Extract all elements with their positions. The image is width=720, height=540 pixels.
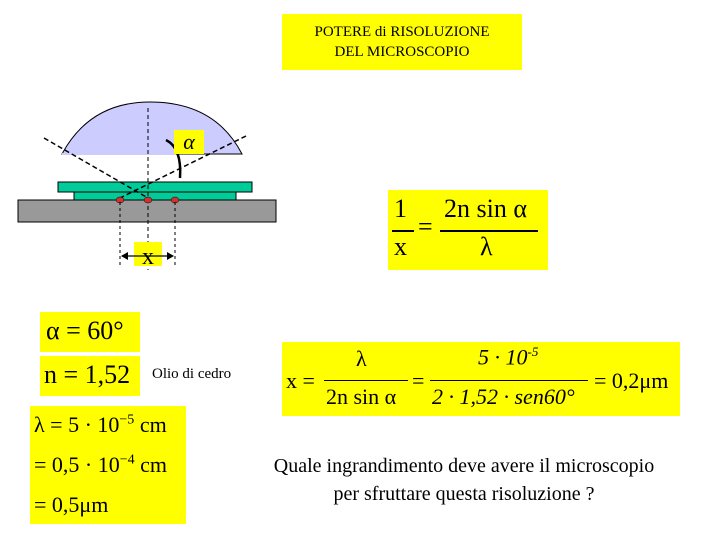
title-box: [282, 14, 522, 70]
result-f2-numerator-text: 5 · 10: [478, 344, 528, 370]
alpha-box: [40, 312, 140, 352]
result-equals-2: =: [412, 368, 425, 393]
result-f1-numerator: λ: [356, 346, 367, 371]
equals-sign: =: [418, 212, 433, 241]
wavelength-line-1-text: λ = 5 · 10: [34, 412, 120, 437]
lhs-numerator: 1: [394, 194, 407, 223]
distance-arrow-head-right: [167, 252, 174, 260]
microscope-diagram: [0, 90, 290, 280]
stage: [18, 200, 276, 222]
lhs-denominator: x: [394, 232, 407, 261]
light-cone: [62, 102, 242, 154]
wavelength-line-1-unit: cm: [139, 412, 167, 437]
resolution-formula-box: [388, 190, 548, 270]
object-point-center: [144, 197, 152, 203]
result-f2-denominator: 2 · 1,52 · sen60°: [432, 384, 575, 409]
result-formula-box: [282, 342, 680, 416]
wavelength-line-1-exponent: −5: [119, 412, 135, 428]
angle-label: α: [183, 129, 195, 154]
question-line-1: Quale ingrandimento deve avere il microscopio: [273, 455, 655, 477]
refractive-index-value: n = 1,52: [44, 360, 131, 389]
question-text: [224, 452, 704, 508]
result-f1-bar: [324, 380, 408, 381]
wavelength-line-2-exponent: −4: [119, 452, 135, 468]
rhs-numerator: 2n sin α: [444, 194, 527, 223]
rhs-denominator: λ: [480, 232, 493, 261]
question-line-2: per sfruttare questa risoluzione ?: [333, 483, 595, 505]
result-f2-numerator-exponent: -5: [527, 344, 539, 359]
result-x: x =: [286, 368, 315, 393]
distance-arrow-head-left: [121, 252, 128, 260]
wavelength-line-2-unit: cm: [140, 452, 168, 477]
wavelength-line-3: = 0,5μm: [34, 492, 109, 517]
distance-label: x: [142, 244, 154, 270]
refractive-index-box: [40, 356, 140, 396]
slide-glass: [58, 182, 252, 192]
result-f2-numerator: [478, 344, 538, 370]
wavelength-line-1: [34, 412, 167, 438]
wavelength-line-2-text: = 0,5 · 10: [34, 452, 120, 477]
wavelength-box: [30, 406, 186, 524]
alpha-value: α = 60°: [46, 316, 124, 345]
oil-note: Olio di cedro: [152, 366, 232, 382]
result-value: = 0,2μm: [594, 368, 669, 393]
result-f1-denominator: 2n sin α: [326, 384, 397, 409]
specimen-layer: [74, 192, 236, 200]
title-line-1: POTERE di RISOLUZIONE: [314, 24, 490, 40]
wavelength-line-2: [34, 452, 167, 478]
result-f2-bar: [430, 380, 588, 381]
title-line-2: DEL MICROSCOPIO: [334, 44, 470, 60]
